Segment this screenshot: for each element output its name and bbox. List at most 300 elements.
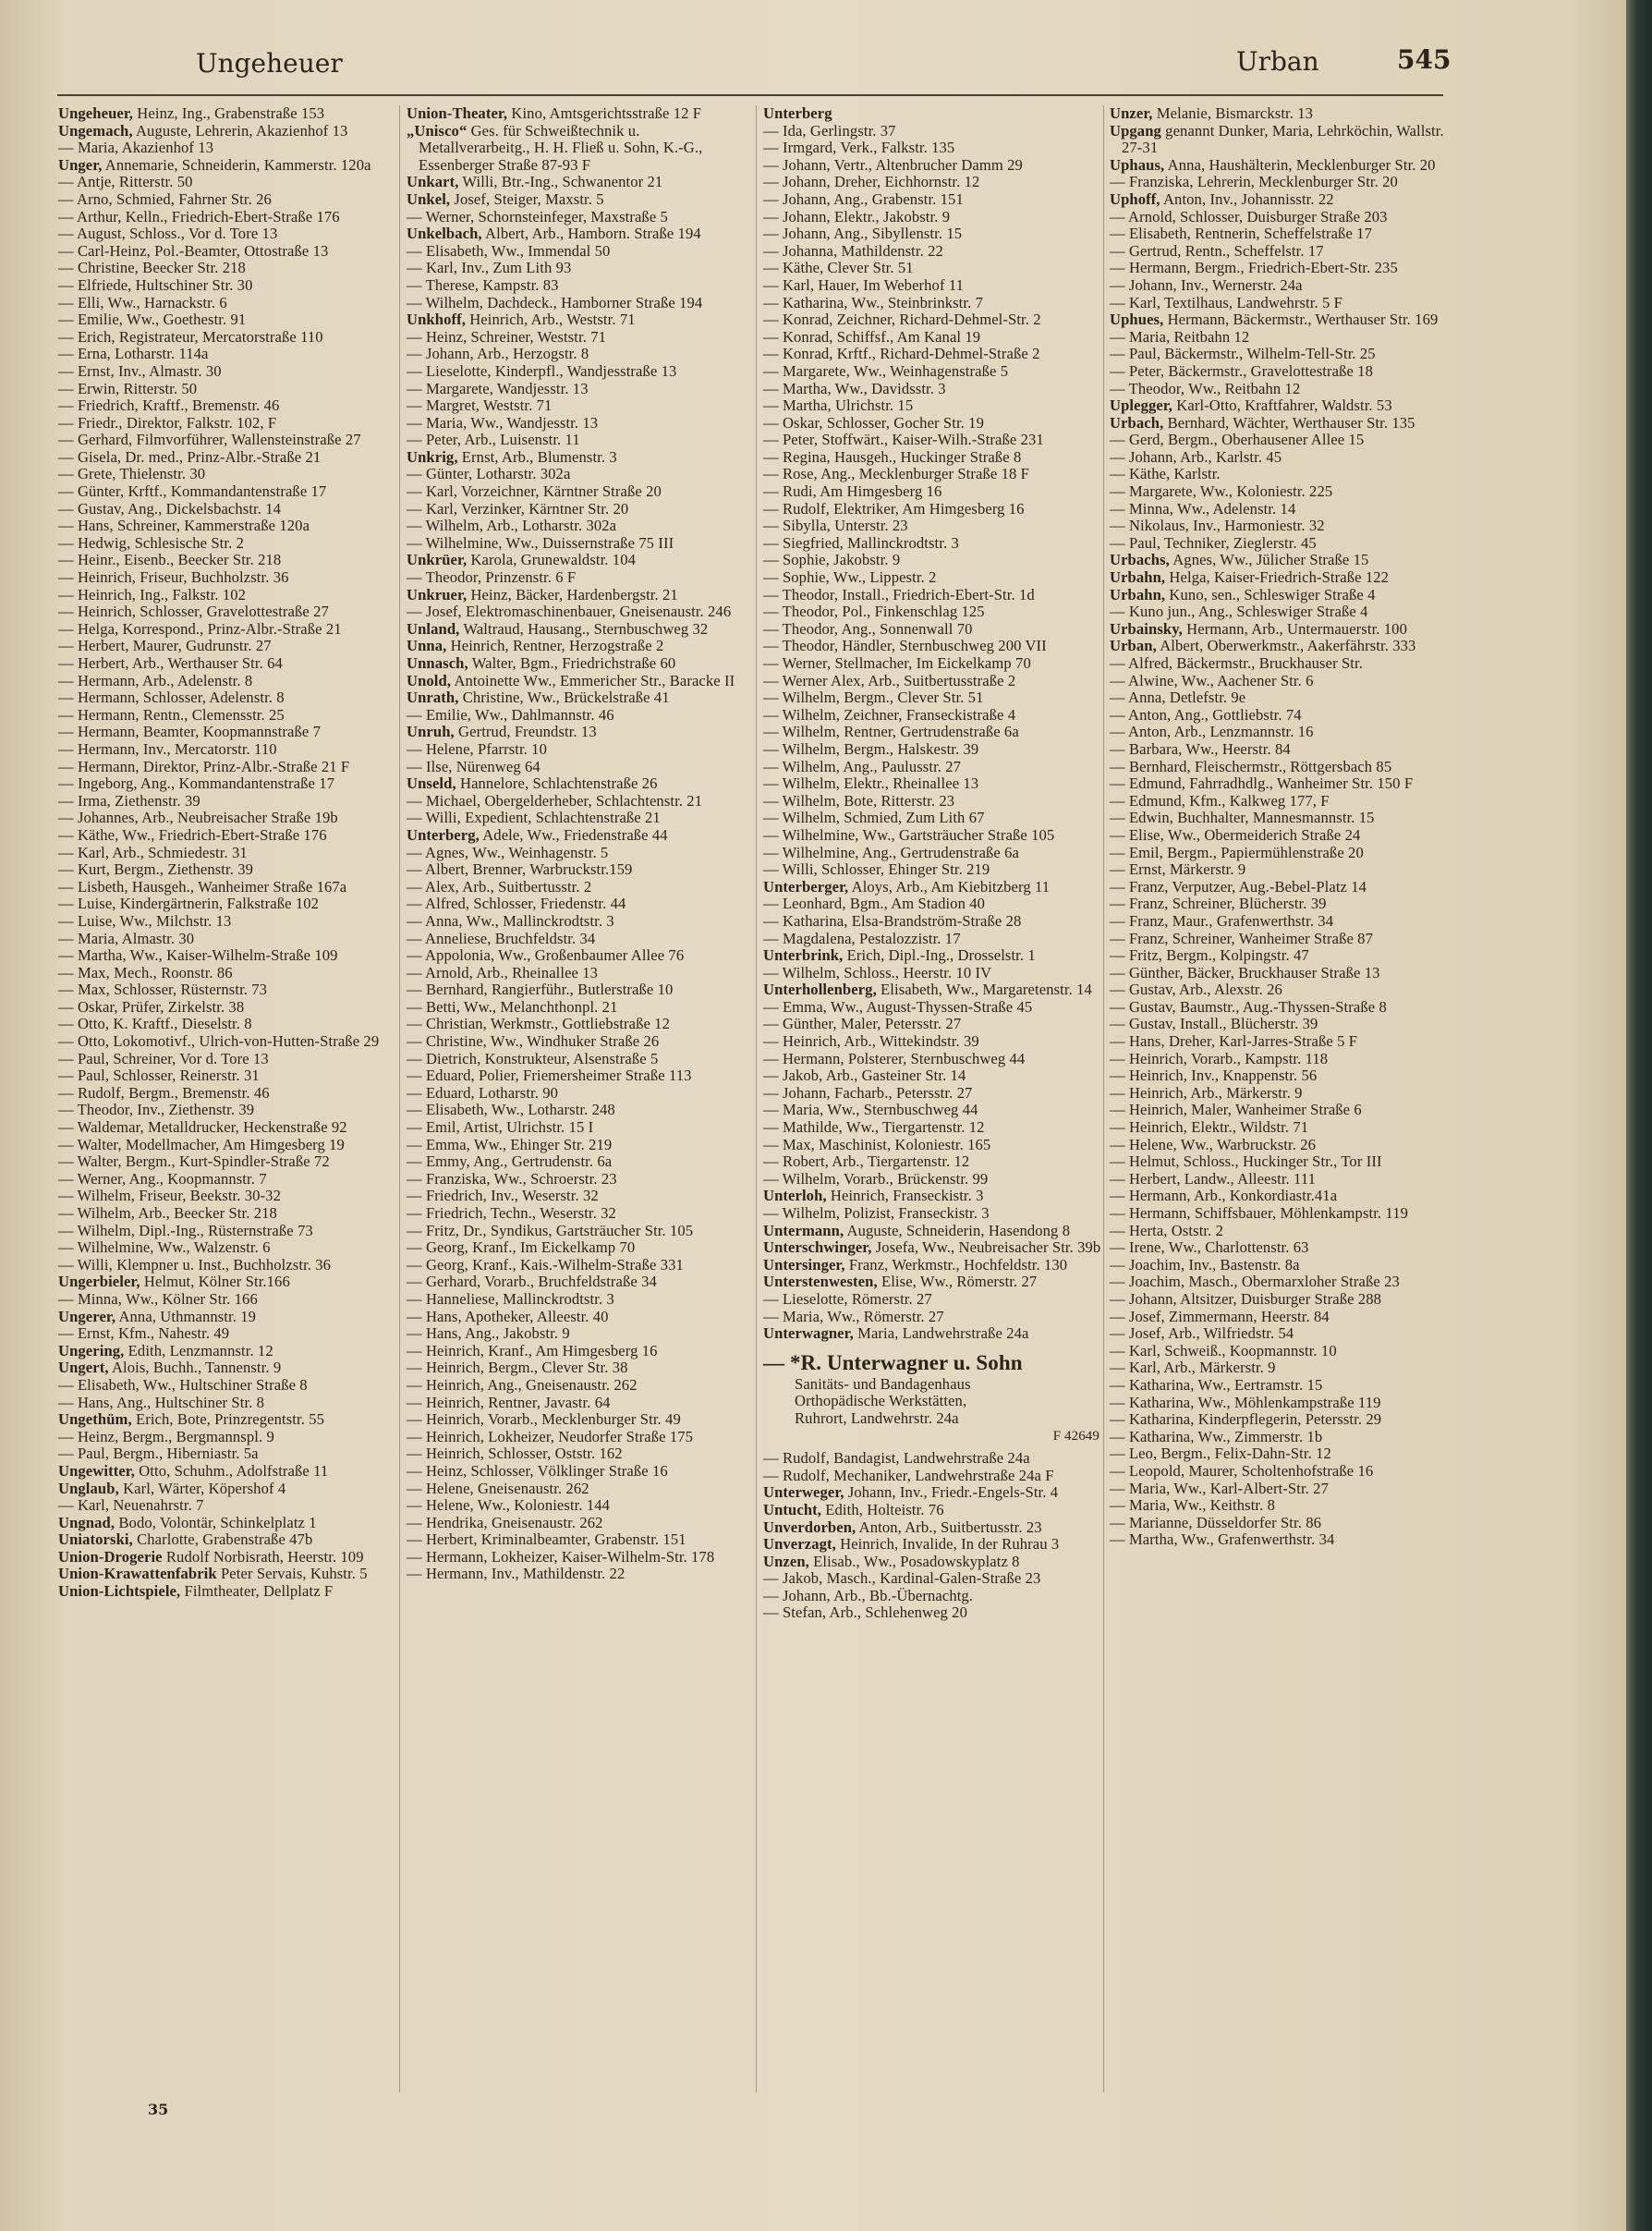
directory-entry [58,501,395,518]
entry-details: — Willi, Klempner u. Inst., Buchholzstr. 36 [58,1255,332,1274]
directory-entry [763,759,1103,776]
entry-details: — Grete, Thielenstr. 30 [58,465,206,483]
entry-details: — Georg, Kranf., Kais.-Wilhelm-Straße 331 [407,1255,684,1274]
directory-entry [763,1325,1103,1343]
entry-details: — Carl-Heinz, Pol.-Beamter, Ottostraße 13 [58,241,329,260]
entry-details: — Heinrich, Schlosser, Oststr. 162 [407,1445,623,1463]
directory-entry [407,965,747,982]
directory-entry [58,1445,395,1463]
entry-details: — Hans, Schreiner, Kammerstraße 120a [58,517,310,535]
entry-surname: Upgang [1110,121,1161,140]
entry-details: — Ida, Gerlingstr. 37 [763,121,896,140]
directory-entry [763,1274,1103,1291]
entry-details: — Michael, Obergelderheber, Schlachtenstr. 21 [407,791,703,810]
column-2 [407,105,747,1583]
entry-surname: Unterweger, [763,1483,844,1502]
entry-surname: Unkhoff, [407,311,466,329]
entry-details: — Josef, Zimmermann, Heerstr. 84 [1110,1307,1330,1325]
directory-entry [763,191,1103,209]
directory-entry [1110,1463,1450,1481]
directory-entry [1110,1102,1450,1119]
directory-entry [1110,947,1450,965]
directory-entry [58,1223,395,1240]
directory-entry [763,587,1103,604]
entry-details: Hermann, Bäckermstr., Werthauser Str. 169 [1163,311,1439,329]
directory-entry [763,655,1103,673]
entry-details: — Franziska, Ww., Schroerstr. 23 [407,1169,617,1188]
entry-details: — Eduard, Polier, Friemersheimer Straße 113 [407,1067,692,1085]
entry-surname: Uplegger, [1110,396,1173,415]
entry-details: — Oskar, Prüfer, Zirkelstr. 38 [58,997,245,1016]
directory-entry [58,1463,395,1481]
entry-details: — Irene, Ww., Charlottenstr. 63 [1110,1238,1309,1257]
entry-surname: Ungerer, [58,1307,116,1325]
directory-entry [763,1257,1103,1274]
directory-entry [58,1033,395,1051]
entry-details: — Anna, Detlefstr. 9e [1110,689,1246,707]
directory-entry [407,1051,747,1068]
entry-details: — Robert, Arb., Tiergartenstr. 12 [763,1152,970,1171]
directory-entry [1110,449,1450,467]
directory-entry [407,741,747,759]
entry-details: — Rudolf, Bandagist, Landwehrstraße 24a [763,1449,1030,1468]
entry-details: — Friedrich, Inv., Weserstr. 32 [407,1187,599,1205]
directory-entry [58,277,395,295]
directory-entry [763,931,1103,948]
entry-details: — Minna, Ww., Kölner Str. 166 [58,1289,258,1308]
directory-entry [763,1223,1103,1240]
entry-details: — Maria, Ww., Karl-Albert-Str. 27 [1110,1479,1329,1497]
directory-entry [763,1016,1103,1033]
entry-details: Anton, Arb., Suitbertusstr. 23 [856,1518,1042,1536]
entry-details: — Elisabeth, Rentnerin, Scheffelstraße 17 [1110,225,1372,243]
directory-entry [763,295,1103,312]
directory-entry [58,466,395,483]
directory-entry [58,569,395,587]
entry-details: — Wilhelmine, Ww., Gartsträucher Straße 105 [763,825,1055,844]
entry-surname: Unruh, [407,723,455,741]
directory-entry [58,1188,395,1205]
entry-details: — Johann, Arb., Bb.-Übernachtg. [763,1586,974,1604]
entry-details: Peter Servais, Kuhstr. 5 [216,1565,368,1583]
entry-surname: Unkart, [407,173,459,191]
directory-entry [1110,1481,1450,1498]
entry-details: — Joachim, Inv., Bastenstr. 8a [1110,1255,1300,1274]
entry-details: — Elfriede, Hultschiner Str. 30 [58,275,253,294]
entry-details: — Regina, Hausgeh., Huckinger Straße 8 [763,447,1022,466]
entry-surname: Urbachs, [1110,551,1170,569]
entry-details: — Maria, Ww., Sternbuschweg 44 [763,1101,978,1119]
entry-details: Elise, Ww., Römerstr. 27 [877,1273,1038,1291]
directory-entry [1110,981,1450,999]
directory-entry [407,1102,747,1119]
directory-entry [1110,1033,1450,1051]
entry-details: Karl-Otto, Kraftfahrer, Waldstr. 53 [1172,396,1392,415]
directory-entry [1110,655,1450,673]
entry-surname: Unterloh, [763,1187,827,1205]
entry-details: — Wilhelm, Arb., Beecker Str. 218 [58,1204,277,1222]
directory-entry [58,1205,395,1223]
directory-entry [58,1481,395,1498]
directory-entry [1110,707,1450,725]
directory-entry [407,1481,747,1498]
entry-details: Filmtheater, Dellplatz F [180,1582,334,1601]
entry-details: — Rudolf, Elektriker, Am Himgesberg 16 [763,499,1025,518]
directory-entry [1110,759,1450,776]
entry-surname: Ungethüm, [58,1410,132,1429]
directory-entry [58,1411,395,1429]
entry-details: — Alfred, Schlosser, Friedenstr. 44 [407,895,626,913]
directory-entry [1110,209,1450,226]
entry-details: — Irmgard, Verk., Falkstr. 135 [763,139,955,157]
directory-entry [763,879,1103,896]
entry-details: — Luise, Kindergärtnerin, Falkstraße 102 [58,895,320,913]
entry-details: Heinrich, Franseckistr. 3 [826,1187,984,1205]
directory-entry [763,1171,1103,1189]
entry-details: — Günther, Bäcker, Bruckhauser Straße 13 [1110,963,1380,981]
directory-entry [763,483,1103,501]
entry-details: — Werner, Schornsteinfeger, Maxstraße 5 [407,207,668,226]
column-divider [1103,105,1104,2092]
entry-surname: Urbach, [1110,413,1164,432]
entry-surname: Unkel, [407,189,451,208]
entry-details: — Willi, Schlosser, Ehinger Str. 219 [763,860,990,879]
column-divider [756,105,757,2092]
directory-entry [407,415,747,433]
entry-details: — Wilhelm, Elektr., Rheinallee 13 [763,774,979,793]
directory-entry [1110,415,1450,433]
directory-entry [1110,105,1450,123]
directory-entry [763,981,1103,999]
entry-details: — Luise, Ww., Milchstr. 13 [58,911,232,930]
entry-details: — Gustav, Baumstr., Aug.-Thyssen-Straße 8 [1110,997,1387,1016]
entry-details: — Helene, Gneisenaustr. 262 [407,1479,589,1497]
advert-line: Orthopädische Werkstätten, [795,1392,967,1410]
directory-entry [763,965,1103,982]
entry-details: — Wilhelmine, Ww., Walzenstr. 6 [58,1238,271,1257]
directory-entry [1110,295,1450,312]
directory-entry [763,1119,1103,1137]
entry-details: — Sibylla, Unterstr. 23 [763,517,908,535]
page-number: 545 [1397,44,1452,75]
entry-details: — Karl, Arb., Schmiedestr. 31 [58,843,248,861]
directory-entry [58,759,395,776]
directory-entry [763,810,1103,827]
directory-entry [407,191,747,209]
directory-entry [1110,1067,1450,1085]
directory-entry [763,397,1103,415]
directory-entry [763,689,1103,707]
directory-entry [763,913,1103,931]
directory-entry [763,1085,1103,1103]
directory-entry [1110,466,1450,483]
entry-details: — Karl, Textilhaus, Landwehrstr. 5 F [1110,293,1342,311]
column-3 [763,105,1103,1622]
directory-entry [58,1085,395,1103]
directory-entry [1110,1411,1450,1429]
directory-entry [407,981,747,999]
directory-entry [407,1257,747,1274]
entry-details: Karola, Grunewaldstr. 104 [467,551,636,569]
entry-details: Anna, Haushälterin, Mecklenburger Str. 20 [1164,155,1436,174]
directory-entry [1110,569,1450,587]
directory-entry [1110,689,1450,707]
directory-entry [407,1309,747,1326]
entry-details: — Alex, Arb., Suitbertusstr. 2 [407,877,592,896]
directory-entry [763,603,1103,621]
entry-details: Aloys, Arb., Am Kiebitzberg 11 [848,877,1051,896]
entry-details: Bodo, Volontär, Schinkelplatz 1 [115,1513,317,1531]
entry-details: — Elli, Ww., Harnackstr. 6 [58,293,227,311]
directory-entry [407,552,747,569]
entry-details: — Franz, Verputzer, Aug.-Bebel-Platz 14 [1110,877,1367,896]
entry-details: — Margret, Weststr. 71 [407,396,553,415]
directory-entry [407,947,747,965]
directory-entry [407,724,747,741]
directory-entry [407,535,747,553]
directory-entry [1110,191,1450,209]
directory-entry [763,1188,1103,1205]
directory-entry [58,226,395,243]
directory-entry [58,397,395,415]
entry-details: — Heinrich, Ang., Gneisenaustr. 262 [407,1375,638,1394]
entry-details: Antoinette Ww., Emmericher Str., Baracke II [451,671,735,689]
entry-details: — Franz, Maur., Grafenwerthstr. 34 [1110,911,1334,930]
directory-entry [407,655,747,673]
directory-entry [1110,1429,1450,1446]
directory-entry [407,1067,747,1085]
directory-entry [1110,1395,1450,1412]
entry-details: Heinrich, Invalide, In der Ruhrau 3 [835,1535,1060,1554]
entry-surname: Unzer, [1110,104,1153,122]
entry-details: — Leonhard, Bgm., Am Stadion 40 [763,895,986,913]
entry-details: Edith, Lenzmannstr. 12 [124,1341,273,1359]
entry-details: — Heinrich, Arb., Märkerstr. 9 [1110,1083,1303,1102]
directory-entry [58,1566,395,1583]
entry-details: — Katharina, Ww., Möhlenkampstraße 119 [1110,1393,1381,1411]
entry-details: — Johann, Arb., Herzogstr. 8 [407,345,589,363]
entry-details: — Otto, Lokomotivf., Ulrich-von-Hutten-Straße 29 [58,1032,380,1051]
entry-details: — Paul, Bäckermstr., Wilhelm-Tell-Str. 25 [1110,345,1376,363]
entry-details: — Karl, Verzinker, Kärntner Str. 20 [407,499,629,518]
directory-entry [407,1033,747,1051]
entry-details: — Karl, Neuenahrstr. 7 [58,1496,204,1515]
page-header [0,41,1608,87]
directory-entry [763,1239,1103,1257]
entry-details: — Karl, Inv., Zum Lith 93 [407,259,572,277]
entry-details: Gertrud, Freundstr. 13 [454,723,597,741]
directory-entry [58,827,395,845]
directory-entry [58,552,395,569]
entry-surname: Unrath, [407,689,459,707]
entry-surname: Unverdorben, [763,1518,856,1536]
directory-entry [1110,673,1450,690]
directory-entry [763,1051,1103,1068]
entry-details: — Theodor, Inv., Ziethenstr. 39 [58,1101,255,1119]
entry-details: — Max, Schlosser, Rüsternstr. 73 [58,981,268,999]
directory-entry [407,105,747,123]
directory-entry [1110,243,1450,261]
directory-entry [407,483,747,501]
entry-details: — Elise, Ww., Obermeiderich Straße 24 [1110,825,1361,844]
entry-details: — Jakob, Arb., Gasteiner Str. 14 [763,1067,966,1085]
entry-details: — Johann, Vertr., Altenbrucher Damm 29 [763,155,1023,174]
directory-entry [407,1359,747,1377]
entry-surname: Unkelbach, [407,225,482,243]
directory-entry [1110,741,1450,759]
directory-entry [1110,1309,1450,1326]
directory-entry [58,965,395,982]
directory-entry [407,363,747,381]
directory-entry [763,209,1103,226]
directory-entry [407,432,747,449]
entry-surname: Urbahn, [1110,585,1166,603]
entry-details: Walter, Bgm., Friedrichstraße 60 [468,654,676,672]
entry-details: — Johanna, Mathildenstr. 22 [763,241,943,260]
directory-entry [58,123,395,140]
directory-entry [763,741,1103,759]
entry-details: — Maria, Ww., Keithstr. 8 [1110,1496,1276,1515]
entry-details: — Arno, Schmied, Fahrner Str. 26 [58,189,272,208]
signature-mark: 35 [148,2101,169,2118]
entry-details: — Eduard, Lotharstr. 90 [407,1083,559,1102]
directory-entry [763,329,1103,347]
entry-details: — Gisela, Dr. med., Prinz-Albr.-Straße 21 [58,447,322,466]
directory-entry [1110,535,1450,553]
header-first-entry: Ungeheuer [196,48,343,79]
entry-details: — Theodor, Install., Friedrich-Ebert-Str. 1d [763,585,1035,603]
directory-entry [763,1484,1103,1502]
entry-details: — Minna, Ww., Adelenstr. 14 [1110,499,1296,518]
entry-details: Bernhard, Wächter, Werthauser Str. 135 [1163,413,1415,432]
directory-entry [1110,552,1450,569]
entry-details: — Christian, Werkmstr., Gottliebstraße 12 [407,1015,670,1033]
advert-telephone: F 42649 [1052,1428,1099,1444]
entry-details: genannt Dunker, Maria, Lehrköchin, Wallstr. 27-31 [1122,121,1444,157]
directory-entry [763,226,1103,243]
directory-entry [407,174,747,191]
entry-surname: Union-Drogerie [58,1547,163,1566]
entry-details: — Bernhard, Rangierführ., Butlerstraße 10 [407,981,674,999]
entry-details: — Hermann, Lokheizer, Kaiser-Wilhelm-Str. 178 [407,1547,715,1566]
directory-entry [407,638,747,655]
entry-details: — Mathilde, Ww., Tiergartenstr. 12 [763,1118,985,1137]
directory-entry [407,1137,747,1154]
entry-details: — Sophie, Ww., Lippestr. 2 [763,568,937,587]
directory-entry [763,277,1103,295]
directory-entry [1110,621,1450,639]
directory-entry [58,363,395,381]
advertisement-unterwagner [763,1350,1103,1445]
directory-entry [407,449,747,467]
entry-details: Albert, Arb., Hamborn. Straße 194 [481,225,701,243]
directory-entry [763,1102,1103,1119]
directory-entry [58,638,395,655]
entry-surname: Untermann, [763,1221,844,1239]
entry-details: Helmut, Kölner Str.166 [140,1273,290,1291]
entry-details: — Erna, Lotharstr. 114a [58,345,209,363]
entry-surname: Urbainsky, [1110,619,1183,638]
entry-details: — Johann, Inv., Wernerstr. 24a [1110,275,1303,294]
entry-details: — Jakob, Masch., Kardinal-Galen-Straße 23 [763,1569,1041,1588]
directory-entry [407,123,747,175]
directory-entry [58,603,395,621]
entry-details: — Gerd, Bergm., Oberhausener Allee 15 [1110,431,1365,449]
entry-surname: Unkrig, [407,447,458,466]
directory-entry [1110,1325,1450,1343]
directory-entry [1110,1359,1450,1377]
entry-surname: Unterstenwesten, [763,1273,878,1291]
entry-details: — Katharina, Ww., Zimmerstr. 1b [1110,1427,1323,1445]
directory-entry [763,947,1103,965]
entry-details: — Konrad, Schiffsf., Am Kanal 19 [763,327,981,346]
entry-surname: Ungeheuer, [58,104,134,122]
directory-entry [407,931,747,948]
entry-details: — Martha, Ulrichstr. 15 [763,396,914,415]
directory-entry [58,947,395,965]
directory-entry [407,1531,747,1549]
entry-details: — Wilhelm, Bergm., Halskestr. 39 [763,739,979,758]
entry-details: — Edwin, Buchhalter, Mannesmannstr. 15 [1110,809,1375,827]
entry-details: — Ernst, Kfm., Nahestr. 49 [58,1324,230,1343]
directory-entry [763,552,1103,569]
directory-entry [407,775,747,793]
directory-entry [58,1359,395,1377]
directory-entry [1110,913,1450,931]
directory-entry [407,569,747,587]
directory-entry [407,1549,747,1567]
directory-entry [407,673,747,690]
entry-details: — Marianne, Düsseldorfer Str. 86 [1110,1513,1322,1531]
directory-entry [58,1102,395,1119]
directory-entry [407,759,747,776]
directory-entry [763,105,1103,123]
entry-details: — Walter, Modellmacher, Am Himgesberg 19 [58,1135,345,1153]
entry-details: — Lieselotte, Römerstr. 27 [763,1289,932,1308]
entry-details: Elisabeth, Ww., Margaretenstr. 14 [876,981,1092,999]
entry-details: Ernst, Arb., Blumenstr. 3 [457,447,617,466]
directory-entry [407,209,747,226]
entry-details: — Konrad, Zeichner, Richard-Dehmel-Str. 2 [763,311,1041,329]
directory-entry [1110,1445,1450,1463]
directory-entry [407,277,747,295]
directory-entry [407,1463,747,1481]
directory-entry [58,1137,395,1154]
entry-details: — Wilhelm, Friseur, Beekstr. 30-32 [58,1187,281,1205]
entry-details: — Peter, Arb., Luisenstr. 11 [407,431,580,449]
directory-entry [407,518,747,535]
entry-details: Maria, Landwehrstraße 24a [853,1324,1029,1343]
directory-entry [407,587,747,604]
entry-details: Ges. für Schweißtechnik u. Metallverarbeitg., H. H. Fließ u. Sohn, K.-G., Essenberger Straße 87-93 F [419,121,703,174]
entry-details: — Heinrich, Inv., Knappenstr. 56 [1110,1067,1318,1085]
entry-details: — Hermann, Polsterer, Sternbuschweg 44 [763,1049,1026,1067]
entry-details: — Rudi, Am Himgesberg 16 [763,482,942,501]
directory-entry [58,1119,395,1137]
directory-entry [763,1205,1103,1223]
entry-details: — Hans, Dreher, Karl-Jarres-Straße 5 F [1110,1032,1358,1051]
directory-entry [407,226,747,243]
directory-entry [407,1171,747,1189]
directory-entry [58,913,395,931]
directory-entry [407,1497,747,1515]
entry-details: — Lieselotte, Kinderpfl., Wandjesstraße 13 [407,361,677,380]
entry-surname: „Unisco“ [407,121,468,140]
entry-details: — Betti, Ww., Melanchthonpl. 21 [407,997,618,1016]
entry-details: — Hans, Ang., Hultschiner Str. 8 [58,1393,265,1411]
entry-details: — Friedrich, Kraftf., Bremenstr. 46 [58,396,280,415]
entry-details: — Oskar, Schlosser, Gocher Str. 19 [763,413,984,432]
